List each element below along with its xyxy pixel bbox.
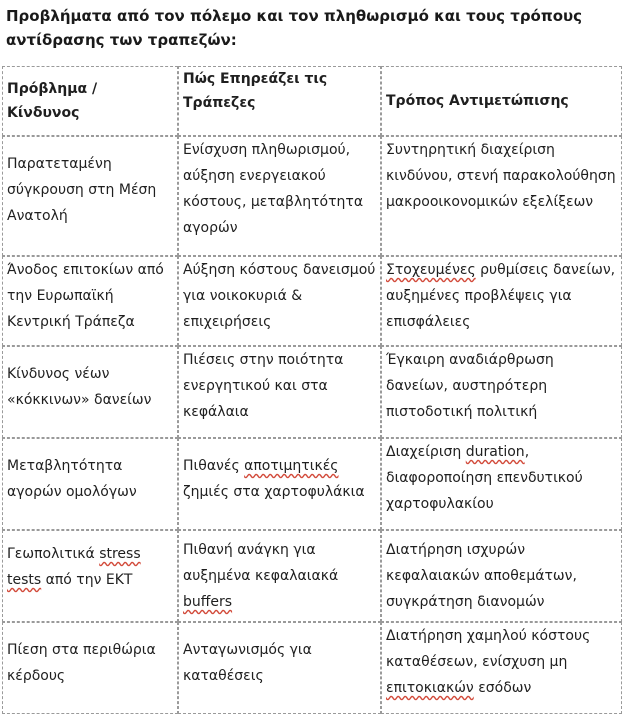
spellcheck-word: buffers [183,594,233,610]
cell-text: εσόδων [473,680,532,696]
cell-text: Γεωπολιτικά [7,546,100,562]
cell-response: Συντηρητική διαχείριση κινδύνου, στενή παρακολούθηση μακροοικονομικών εξελίξεων [381,136,622,256]
cell-problem: Άνοδος επιτοκίων από την Ευρωπαϊκή Κεντρική Τράπεζα [2,256,178,346]
spellcheck-word: επιτοκιακών [386,680,474,696]
cell-response [381,438,622,530]
table-row [2,256,622,346]
table-header-row [2,66,622,136]
document-heading: Προβλήματα από τον πόλεμο και τον πληθωρισμό και τους τρόπους αντίδρασης των τραπεζών: [6,7,583,49]
cell-text: Διαχείριση [386,444,466,460]
spellcheck-word: duration [465,444,525,460]
spellcheck-word: tests [7,572,42,588]
cell-problem: Πίεση στα περιθώρια κέρδους [2,622,178,714]
table-row [2,622,622,714]
cell-impact: Ανταγωνισμός για καταθέσεις [178,622,381,714]
cell-text: ρυθμίσεις δανείων, αυξημένες προβλέψεις για επισφάλειες [386,262,616,330]
cell-impact [178,530,381,622]
cell-impact: Ενίσχυση πληθωρισμού, αύξηση ενεργειακού κόστους, μεταβλητότητα αγορών [178,136,381,256]
table-row [2,346,622,438]
cell-problem: Παρατεταμένη σύγκρουση στη Μέση Ανατολή [2,136,178,256]
risk-response-table [2,66,622,714]
cell-text: , διαφοροποίηση επενδυτικού χαρτοφυλακίου [386,444,583,512]
cell-text: Πιθανές [183,458,245,474]
spellcheck-word: stress [99,546,141,562]
header-problem: Πρόβλημα / Κίνδυνος [2,66,178,136]
cell-response: Διατήρηση ισχυρών κεφαλαιακών αποθεμάτων, συγκράτηση διανομών [381,530,622,622]
spellcheck-word: Στοχευμένες [386,262,476,278]
header-impact: Πώς Επηρεάζει τις Τράπεζες [178,66,381,136]
cell-problem: Μεταβλητότητα αγορών ομολόγων [2,438,178,530]
cell-impact: Πιέσεις στην ποιότητα ενεργητικού και στα κεφάλαια [178,346,381,438]
cell-response [381,256,622,346]
cell-response [381,622,622,714]
cell-problem: Κίνδυνος νέων «κόκκινων» δανείων [2,346,178,438]
cell-text: από την ΕΚΤ [41,572,133,588]
table-row [2,438,622,530]
spellcheck-word: αποτιμητικές [244,458,339,474]
cell-text: Πιθανή ανάγκη για αυξημένα κεφαλαιακά [183,542,339,584]
cell-text: ζημιές στα χαρτοφυλάκια [183,484,365,500]
cell-problem [2,530,178,622]
cell-impact [178,438,381,530]
table-row [2,530,622,622]
cell-response: Έγκαιρη αναδιάρθρωση δανείων, αυστηρότερη πιστοδοτική πολιτική [381,346,622,438]
header-response: Τρόπος Αντιμετώπισης [381,66,622,136]
cell-impact: Αύξηση κόστους δανεισμού για νοικοκυριά & επιχειρήσεις [178,256,381,346]
table-row [2,136,622,256]
cell-text: Διατήρηση χαμηλού κόστους καταθέσεων, ενίσχυση μη [386,628,591,670]
